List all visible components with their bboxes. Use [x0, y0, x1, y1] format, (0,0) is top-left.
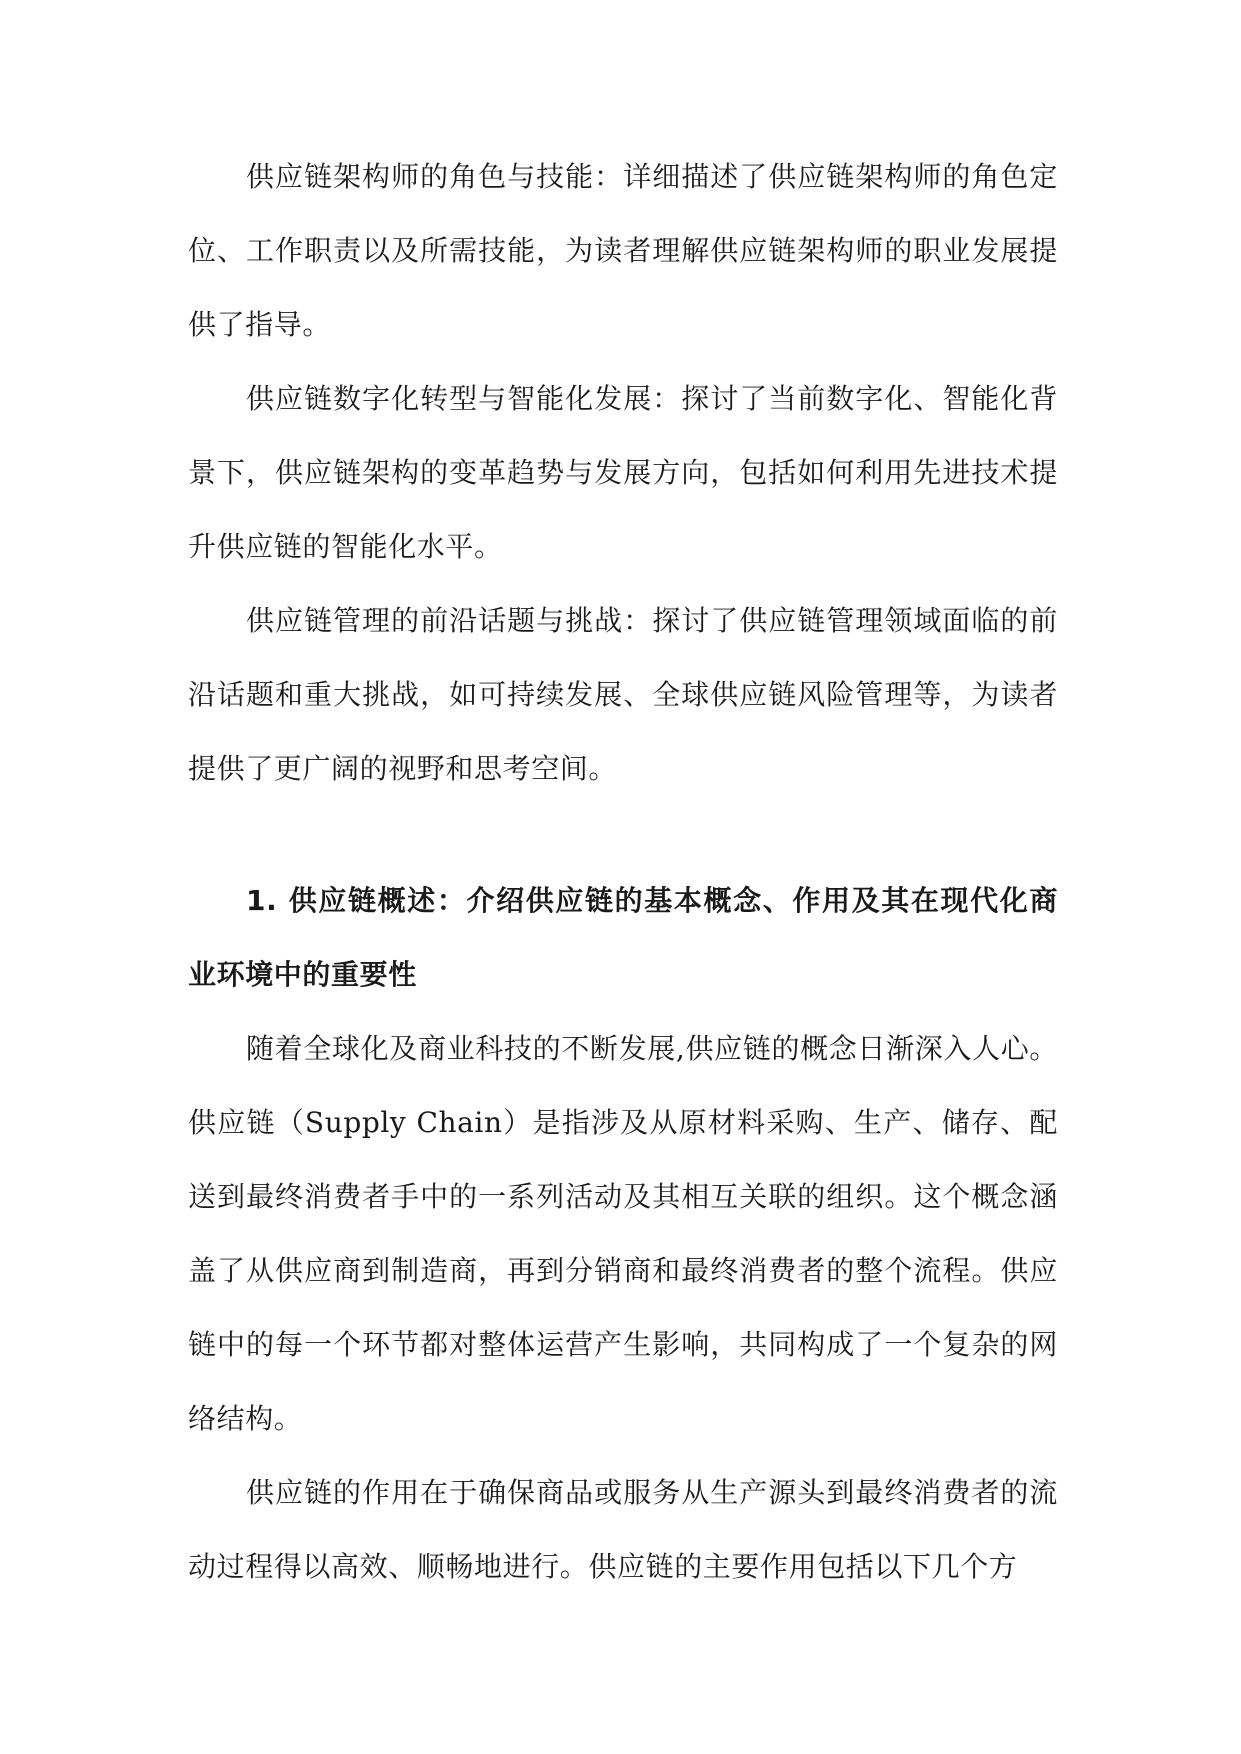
intro-paragraph-architect-role: 供应链架构师的角色与技能：详细描述了供应链架构师的角色定位、工作职责以及所需技能，为读者理解供应链架构师的职业发展提供了指导。 [188, 160, 1058, 341]
body-paragraph-function: 供应链的作用在于确保商品或服务从生产源头到最终消费者的流动过程得以高效、顺畅地进行。供应链的主要作用包括以下几个方 [188, 1476, 1058, 1583]
body-paragraph-definition: 随着全球化及商业科技的不断发展,供应链的概念日渐深入人心。供应链（Supply Chain）是指涉及从原材料采购、生产、储存、配送到最终消费者手中的一系列活动及其相互关联的组织。这个概念涵盖了从供应商到制造商，再到分销商和最终消费者的整个流程。供应链中的每一个环节都对整体运营产生影响，共同构成了一个复杂的网络结构。 [188, 1032, 1058, 1435]
section-heading: 1. 供应链概述：介绍供应链的基本概念、作用及其在现代化商业环境中的重要性 [188, 884, 1058, 991]
intro-paragraph-frontier-topics: 供应链管理的前沿话题与挑战：探讨了供应链管理领域面临的前沿话题和重大挑战，如可持续发展、全球供应链风险管理等，为读者提供了更广阔的视野和思考空间。 [188, 604, 1058, 785]
document-page [188, 140, 1058, 1604]
intro-paragraph-digital-transformation: 供应链数字化转型与智能化发展：探讨了当前数字化、智能化背景下，供应链架构的变革趋势与发展方向，包括如何利用先进技术提升供应链的智能化水平。 [188, 382, 1058, 563]
